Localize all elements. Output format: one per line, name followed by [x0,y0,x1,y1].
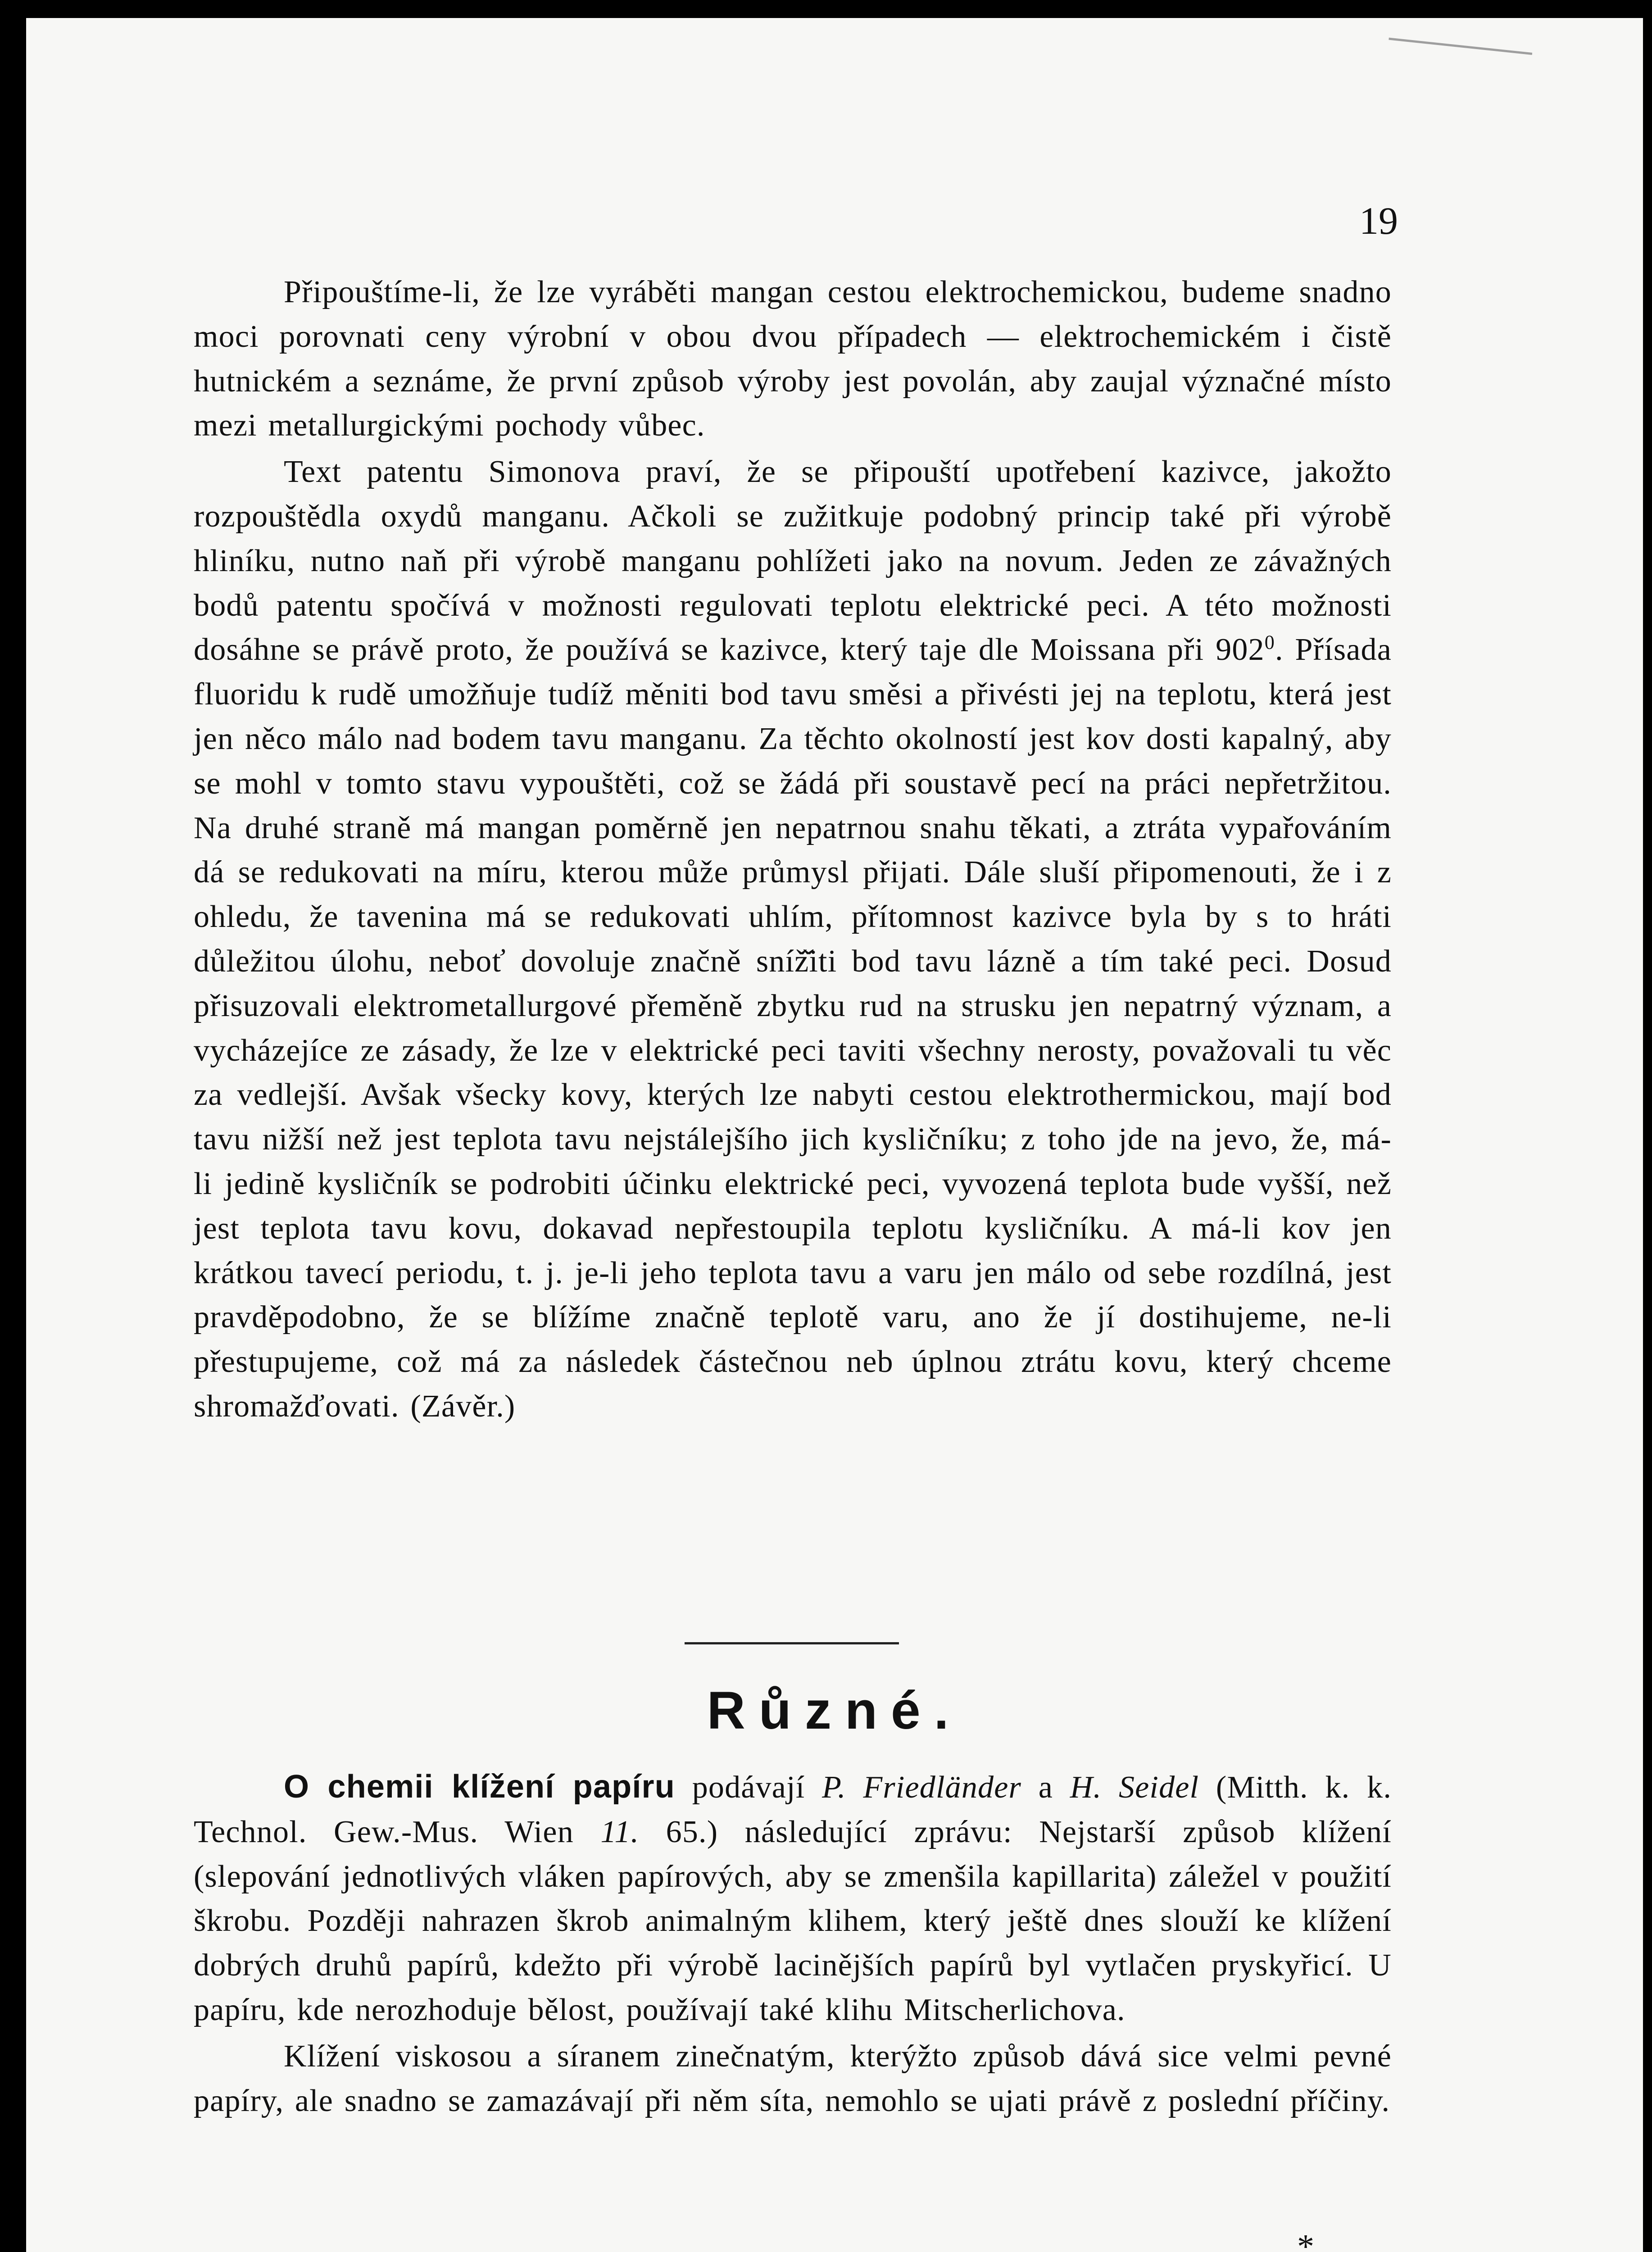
section-body [194,1765,1392,2123]
item-2-paragraph: Klížení viskosou a síranem zinečnatým, kterýžto způsob dává sice velmi pevné papíry, ale snadno se zamazávají při něm síta, nemohlo se ujati právě z poslední příčiny. [194,2039,1392,2118]
section-title: Různé. [707,1681,962,1740]
paragraph-2-part-b: . Přísada fluoridu k rudě umožňuje tudíž měniti bod tavu směsi a přivésti jej na teplotu, která jest jen něco málo nad bodem tavu manganu. Za těchto okolností jest kov dosti kapalný, aby se mohl v tomto stavu vypouštěti, což se žádá při soustavě pecí na práci nepřetržitou. Na druhé straně má mangan poměrně jen nepatrnou snahu těkati, a ztráta vypařováním dá se redukovati na míru, kterou může průmysl přijati. Dále sluší připomenouti, že i z ohledu, že tavenina má se redukovati uhlím, přítomnost kazivce byla by s to hráti důležitou úlohu, neboť dovoluje značně sníž̌iti bod tavu lázně a tím také peci. Dosud přisuzovali elektrometallurgové přeměně zbytku rud na strusku jen nepatrný význam, a vycházejíce ze zásady, že lze v elektrické peci taviti všechny nerosty, považovali tu věc za vedlejší. Avšak všecky kovy, kterých lze nabyti cestou elektrothermickou, mají bod tavu nižší než jest teplota tavu nejstálejšího jich kysličníku; z toho jde na jevo, že, má-li jedině kysličník se podrobiti účinku elektrické peci, vyvozená teplota bude vyšší, než jest teplota tavu kovu, dokavad nepřestoupila teplotu kysličníku. A má-li kov jen krátkou tavecí periodu, t. j. je-li jeho teplota tavu a varu jen málo od sebe rozdílná, jest pravděpodobno, že se blížíme značně teplotě varu, ano že jí dostihujeme, ne-li přestupujeme, což má za následek částečnou neb úplnou ztrátu kovu, který chceme shromažďovati. [194,632,1392,1424]
item-1-paragraph [194,1765,1392,2033]
paragraph-1: Připouštíme-li, že lze vyráběti mangan cestou elektrochemickou, budeme snadno moci porovnati ceny výrobní v obou dvou případech — elektrochemickém i čistě hutnickém a seznáme, že první způsob výroby jest povolán, aby zaujal význačné místo mezi metallurgickými pochody vůbec. [194,275,1392,443]
item-1-volume: 11. [600,1814,640,1849]
degree-superscript: 0 [1264,631,1275,654]
paragraph-2-part-a: Text patentu Simonova praví, že se připouští upotřebení kazivce, jakožto rozpouštědla oxydů manganu. Ačkoli se zužitkuje podobný princip také při výrobě hliníku, nutno naň při výrobě manganu pohlížeti jako na novum. Jeden ze závažných bodů patentu spočívá v možnosti regulovati teplotu elektrické peci. A této možnosti dosáhne se právě proto, že používá se kazivce, který taje dle Moissana při 902 [194,454,1392,667]
item-1-text-1: podávají [675,1770,822,1805]
item-1-author-2: H. Seidel [1070,1770,1199,1805]
footer-asterisk: * [1297,2228,1314,2252]
item-1-text-4: 65.) následující zprávu: Nejstarší způsob klížení (slepování jednotlivých vláken papírových, aby se zmenšila kapillarita) záležel v použití škrobu. Později nahrazen škrob animalným klihem, který ještě dnes slouží ke klížení dobrých druhů papírů, kdežto při výrobě lacinějších papírů byl vytlačen pryskyřicí. U papíru, kde nerozhoduje bělost, používají také klihu Mitscherlichova. [194,1814,1392,2027]
page-number: 19 [1359,199,1398,242]
scan-corner-mark [1384,38,1532,95]
item-1-text-2: a [1021,1770,1070,1805]
item-1-lead: O chemii klížení papíru [284,1769,675,1805]
article-body [194,270,1392,1429]
section-divider [685,1642,899,1644]
item-1-text-3: (Mitth. k. k. Technol. Gew.-Mus. Wien [194,1770,1392,1849]
continuation-note: (Závěr.) [410,1389,516,1424]
paragraph-2 [194,450,1392,1429]
item-1-author-1: P. Friedländer [822,1770,1021,1805]
page [26,18,1643,2252]
